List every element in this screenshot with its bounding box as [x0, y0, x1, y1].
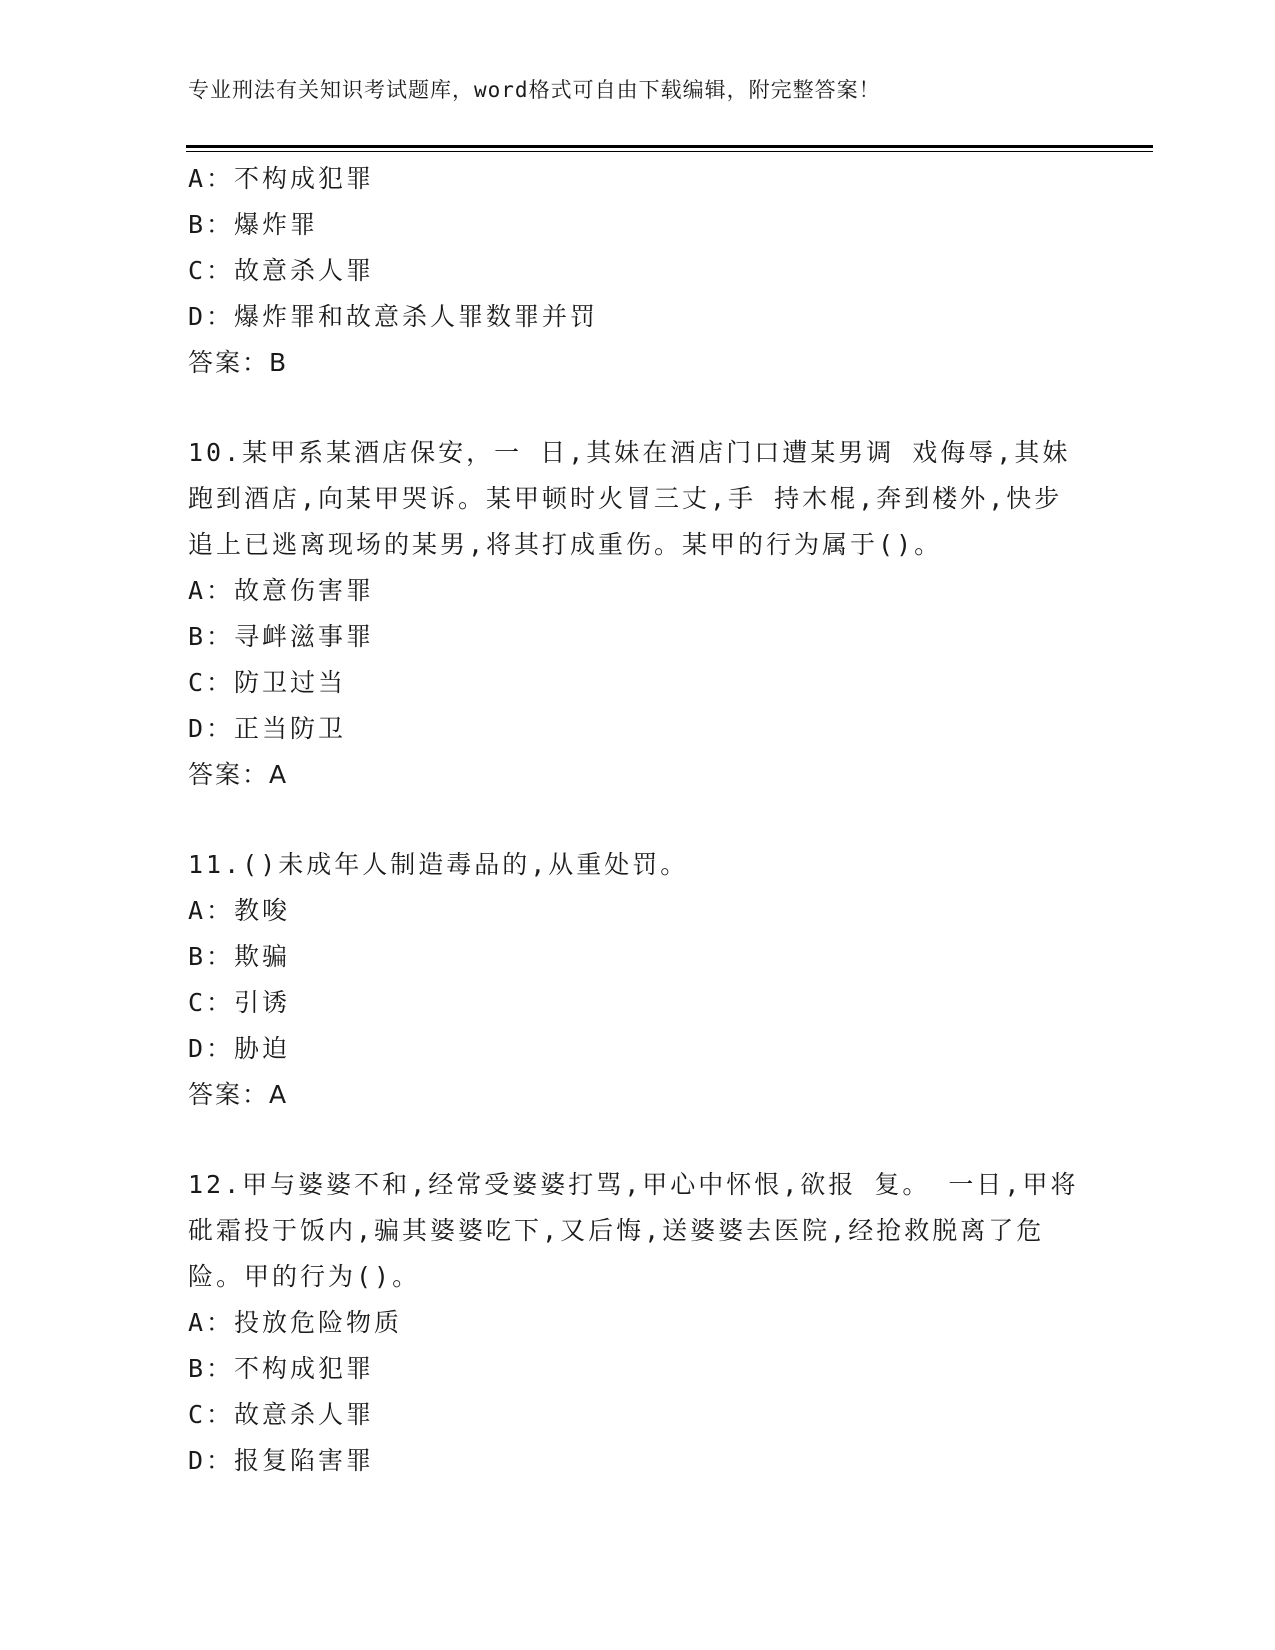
- option-c: C：故意杀人罪: [188, 256, 375, 285]
- option-d: D：爆炸罪和故意杀人罪数罪并罚: [188, 302, 599, 331]
- option-d: D：正当防卫: [188, 714, 347, 743]
- question-text-line: 险。甲的行为()。: [188, 1262, 421, 1291]
- header-rule-thin: [186, 151, 1153, 152]
- question-list: [188, 156, 1088, 1484]
- question-text-line: 10.某甲系某酒店保安，一 日,其妹在酒店门口遭某男调 戏侮辱,其妹: [188, 438, 1071, 467]
- question-text-line: 跑到酒店,向某甲哭诉。某甲顿时火冒三丈,手 持木棍,奔到楼外,快步: [188, 484, 1063, 513]
- option-d: D：胁迫: [188, 1034, 291, 1063]
- option-a: A：投放危险物质: [188, 1308, 403, 1337]
- option-c: C：防卫过当: [188, 668, 347, 697]
- option-b: B：不构成犯罪: [188, 1354, 375, 1383]
- question-12-block: [188, 1162, 1088, 1484]
- answer-line: 答案：A: [188, 760, 289, 789]
- option-d: D：报复陷害罪: [188, 1446, 375, 1475]
- question-text-line: 追上已逃离现场的某男,将其打成重伤。某甲的行为属于()。: [188, 530, 943, 559]
- page-header: 专业刑法有关知识考试题库，word格式可自由下载编辑，附完整答案！: [188, 78, 881, 102]
- option-a: A：故意伤害罪: [188, 576, 375, 605]
- option-b: B：欺骗: [188, 942, 291, 971]
- answer-line: 答案：B: [188, 348, 289, 377]
- option-c: C：故意杀人罪: [188, 1400, 375, 1429]
- option-a: A：教唆: [188, 896, 291, 925]
- option-b: B：爆炸罪: [188, 210, 319, 239]
- question-text-line: 12.甲与婆婆不和,经常受婆婆打骂,甲心中怀恨,欲报 复。 一日,甲将: [188, 1170, 1079, 1199]
- option-a: A：不构成犯罪: [188, 164, 375, 193]
- header-rule-thick: [186, 145, 1153, 148]
- answer-line: 答案：A: [188, 1080, 289, 1109]
- option-c: C：引诱: [188, 988, 291, 1017]
- question-11-block: [188, 842, 1088, 1118]
- question-text-line: 11.()未成年人制造毒品的,从重处罚。: [188, 850, 689, 879]
- question-10-block: [188, 430, 1088, 798]
- question-9-block: [188, 156, 1088, 386]
- question-text-line: 砒霜投于饭内,骗其婆婆吃下,又后悔,送婆婆去医院,经抢救脱离了危: [188, 1216, 1045, 1245]
- option-b: B：寻衅滋事罪: [188, 622, 375, 651]
